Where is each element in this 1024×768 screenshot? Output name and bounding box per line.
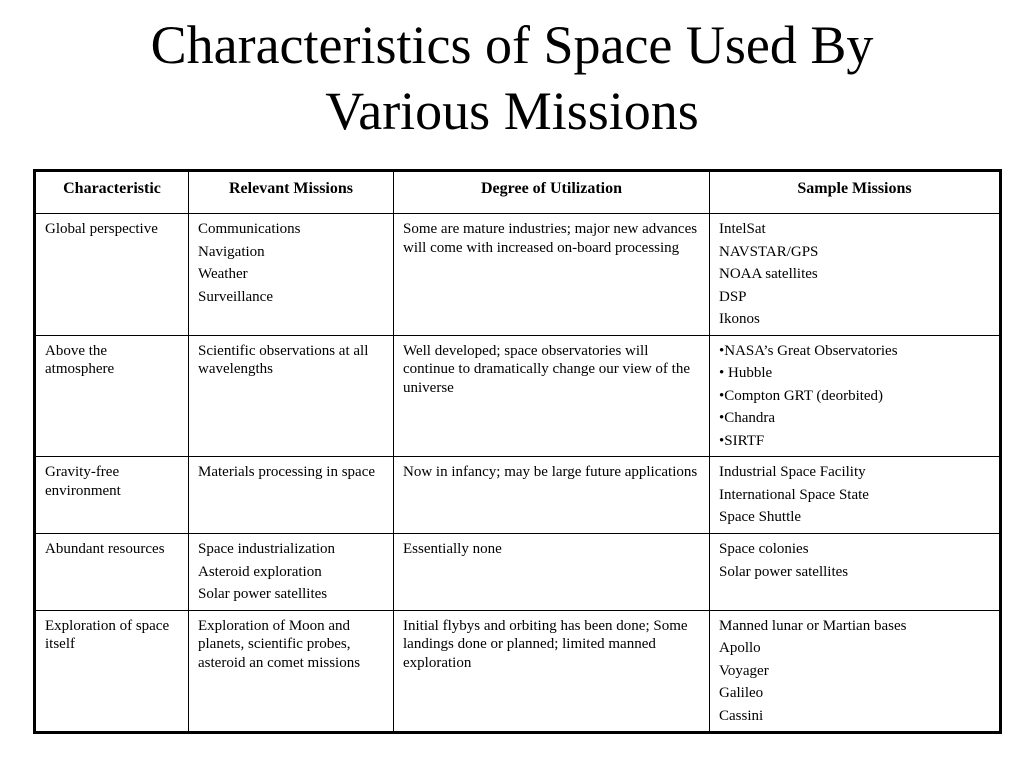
sample-item: Galileo bbox=[719, 685, 764, 701]
cell-characteristic: Global perspective bbox=[35, 214, 189, 336]
cell-sample-missions bbox=[710, 335, 1001, 457]
mission-item: Surveillance bbox=[198, 288, 273, 305]
table-row bbox=[35, 214, 1001, 336]
cell-relevant-missions: Exploration of Moon and planets, scientific probes, asteroid an comet missions bbox=[189, 610, 394, 733]
sample-item: •Chandra bbox=[719, 410, 776, 426]
cell-relevant-missions: Materials processing in space bbox=[189, 457, 394, 534]
sample-item: NAVSTAR/GPS bbox=[719, 243, 819, 260]
cell-relevant-missions: Scientific observations at all wavelengths bbox=[189, 335, 394, 457]
characteristics-table bbox=[33, 169, 1002, 734]
cell-relevant-missions bbox=[189, 214, 394, 336]
mission-item: Navigation bbox=[198, 243, 265, 260]
cell-characteristic: Abundant resources bbox=[35, 534, 189, 611]
cell-degree-of-utilization: Some are mature industries; major new advances will come with increased on-board processing bbox=[394, 214, 710, 336]
page-title-line-2: Various Missions bbox=[325, 81, 699, 141]
cell-relevant-missions bbox=[189, 534, 394, 611]
column-header-relevant-missions: Relevant Missions bbox=[189, 171, 394, 214]
cell-sample-missions bbox=[710, 214, 1001, 336]
sample-item: International Space State bbox=[719, 486, 869, 503]
sample-item: Space Shuttle bbox=[719, 509, 802, 525]
cell-degree-of-utilization: Now in infancy; may be large future applications bbox=[394, 457, 710, 534]
sample-item: •Compton GRT (deorbited) bbox=[719, 387, 884, 404]
sample-item: Manned lunar or Martian bases bbox=[719, 617, 907, 634]
mission-item: Solar power satellites bbox=[198, 586, 328, 602]
cell-sample-missions bbox=[710, 457, 1001, 534]
page-title-line-1: Characteristics of Space Used By bbox=[150, 15, 874, 75]
table-row bbox=[35, 534, 1001, 611]
cell-sample-missions bbox=[710, 534, 1001, 611]
column-header-characteristic: Characteristic bbox=[35, 171, 189, 214]
table-row bbox=[35, 610, 1001, 733]
sample-item: •NASA’s Great Observatories bbox=[719, 342, 898, 359]
sample-item: Space colonies bbox=[719, 541, 809, 557]
cell-sample-missions bbox=[710, 610, 1001, 733]
column-header-degree-of-utilization: Degree of Utilization bbox=[394, 171, 710, 214]
cell-characteristic: Gravity-free environment bbox=[35, 457, 189, 534]
cell-characteristic: Above the atmosphere bbox=[35, 335, 189, 457]
sample-item: IntelSat bbox=[719, 221, 766, 237]
sample-item: Voyager bbox=[719, 662, 769, 679]
sample-item: • Hubble bbox=[719, 365, 773, 381]
table-header-row bbox=[35, 171, 1001, 214]
sample-item: Cassini bbox=[719, 707, 764, 724]
cell-degree-of-utilization: Essentially none bbox=[394, 534, 710, 611]
mission-item: Asteroid exploration bbox=[198, 563, 322, 580]
column-header-sample-missions: Sample Missions bbox=[710, 171, 1001, 214]
page-title bbox=[0, 12, 1024, 144]
sample-item: Industrial Space Facility bbox=[719, 464, 866, 480]
table-row bbox=[35, 335, 1001, 457]
cell-degree-of-utilization: Initial flybys and orbiting has been done; Some landings done or planned; limited manned exploration bbox=[394, 610, 710, 733]
sample-item: NOAA satellites bbox=[719, 266, 818, 282]
table-row bbox=[35, 457, 1001, 534]
cell-characteristic: Exploration of space itself bbox=[35, 610, 189, 733]
sample-item: •SIRTF bbox=[719, 432, 765, 449]
mission-item: Communications bbox=[198, 221, 301, 237]
cell-degree-of-utilization: Well developed; space observatories will continue to dramatically change our view of the universe bbox=[394, 335, 710, 457]
mission-item: Weather bbox=[198, 266, 248, 282]
mission-item: Space industrialization bbox=[198, 541, 336, 557]
sample-item: DSP bbox=[719, 288, 747, 305]
sample-item: Apollo bbox=[719, 640, 761, 656]
sample-item: Ikonos bbox=[719, 311, 760, 327]
sample-item: Solar power satellites bbox=[719, 563, 849, 580]
